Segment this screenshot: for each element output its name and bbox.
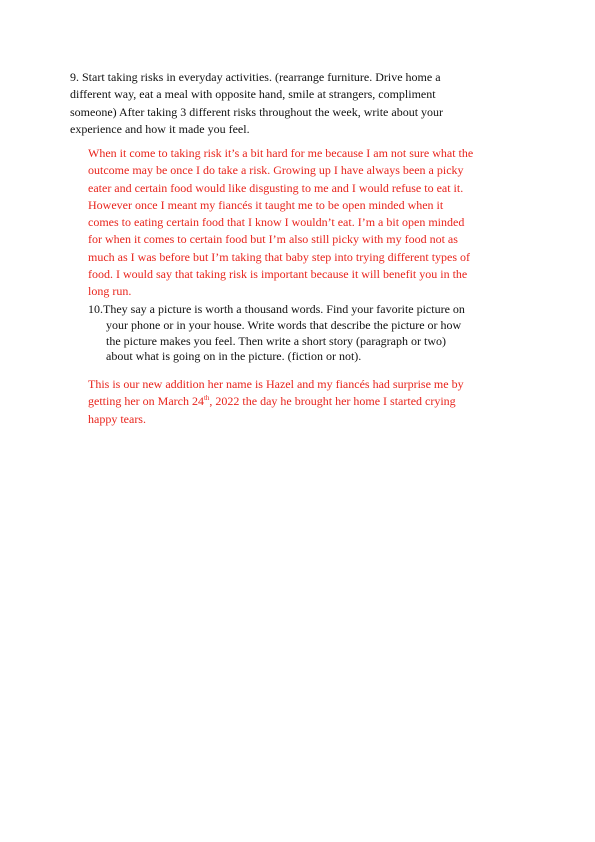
question-10	[88, 302, 528, 365]
answer-10-text: , 2022 the day he brought her home I started crying	[209, 394, 456, 409]
question-10-first-line	[88, 302, 528, 318]
answer-9-line: However once I meant my fiancés it taught me to be open minded when it	[88, 197, 444, 212]
date-ordinal-suffix: th	[203, 394, 210, 403]
answer-9-line: food. I would say that taking risk is important because it will benefit you in the	[88, 267, 468, 282]
answer-9-line: outcome may be once I do take a risk. Growing up I have always been a picky	[88, 163, 464, 178]
question-10-line: They say a picture is worth a thousand words. Find your favorite picture on	[103, 302, 465, 316]
answer-9-line: much as I was before but I’m taking that baby step into trying different types of	[88, 249, 471, 264]
answer-9-line: eater and certain food would like disgusting to me and I would refuse to eat it.	[88, 180, 464, 195]
answer-10	[88, 376, 528, 428]
answer-9-line: long run.	[88, 284, 132, 299]
question-9	[70, 69, 510, 138]
question-10-number: 10.	[88, 302, 103, 316]
answer-9	[88, 145, 530, 301]
question-10-line: about what is going on in the picture. (fiction or not).	[106, 349, 362, 364]
answer-10-line	[88, 393, 528, 410]
question-10-line: the picture makes you feel. Then write a short story (paragraph or two)	[106, 333, 446, 348]
answer-10-text: getting her on March 24	[88, 394, 204, 409]
answer-10-line: This is our new addition her name is Hazel and my fiancés had surprise me by	[88, 377, 464, 391]
answer-9-line: comes to eating certain food that I know I wouldn’t eat. I’m a bit open minded	[88, 215, 465, 230]
answer-10-line: happy tears.	[88, 411, 146, 426]
question-9-line: experience and how it made you feel.	[70, 121, 250, 136]
answer-9-line: When it come to taking risk it’s a bit hard for me because I am not sure what the	[88, 146, 474, 160]
question-9-line: someone) After taking 3 different risks throughout the week, write about your	[70, 104, 444, 119]
question-9-line: different way, eat a meal with opposite hand, smile at strangers, compliment	[70, 87, 436, 102]
question-10-line: your phone or in your house. Write words that describe the picture or how	[106, 317, 462, 332]
answer-9-line: for when it comes to certain food but I’m also still picky with my food not as	[88, 232, 458, 247]
question-9-line: 9. Start taking risks in everyday activities. (rearrange furniture. Drive home a	[70, 70, 441, 84]
